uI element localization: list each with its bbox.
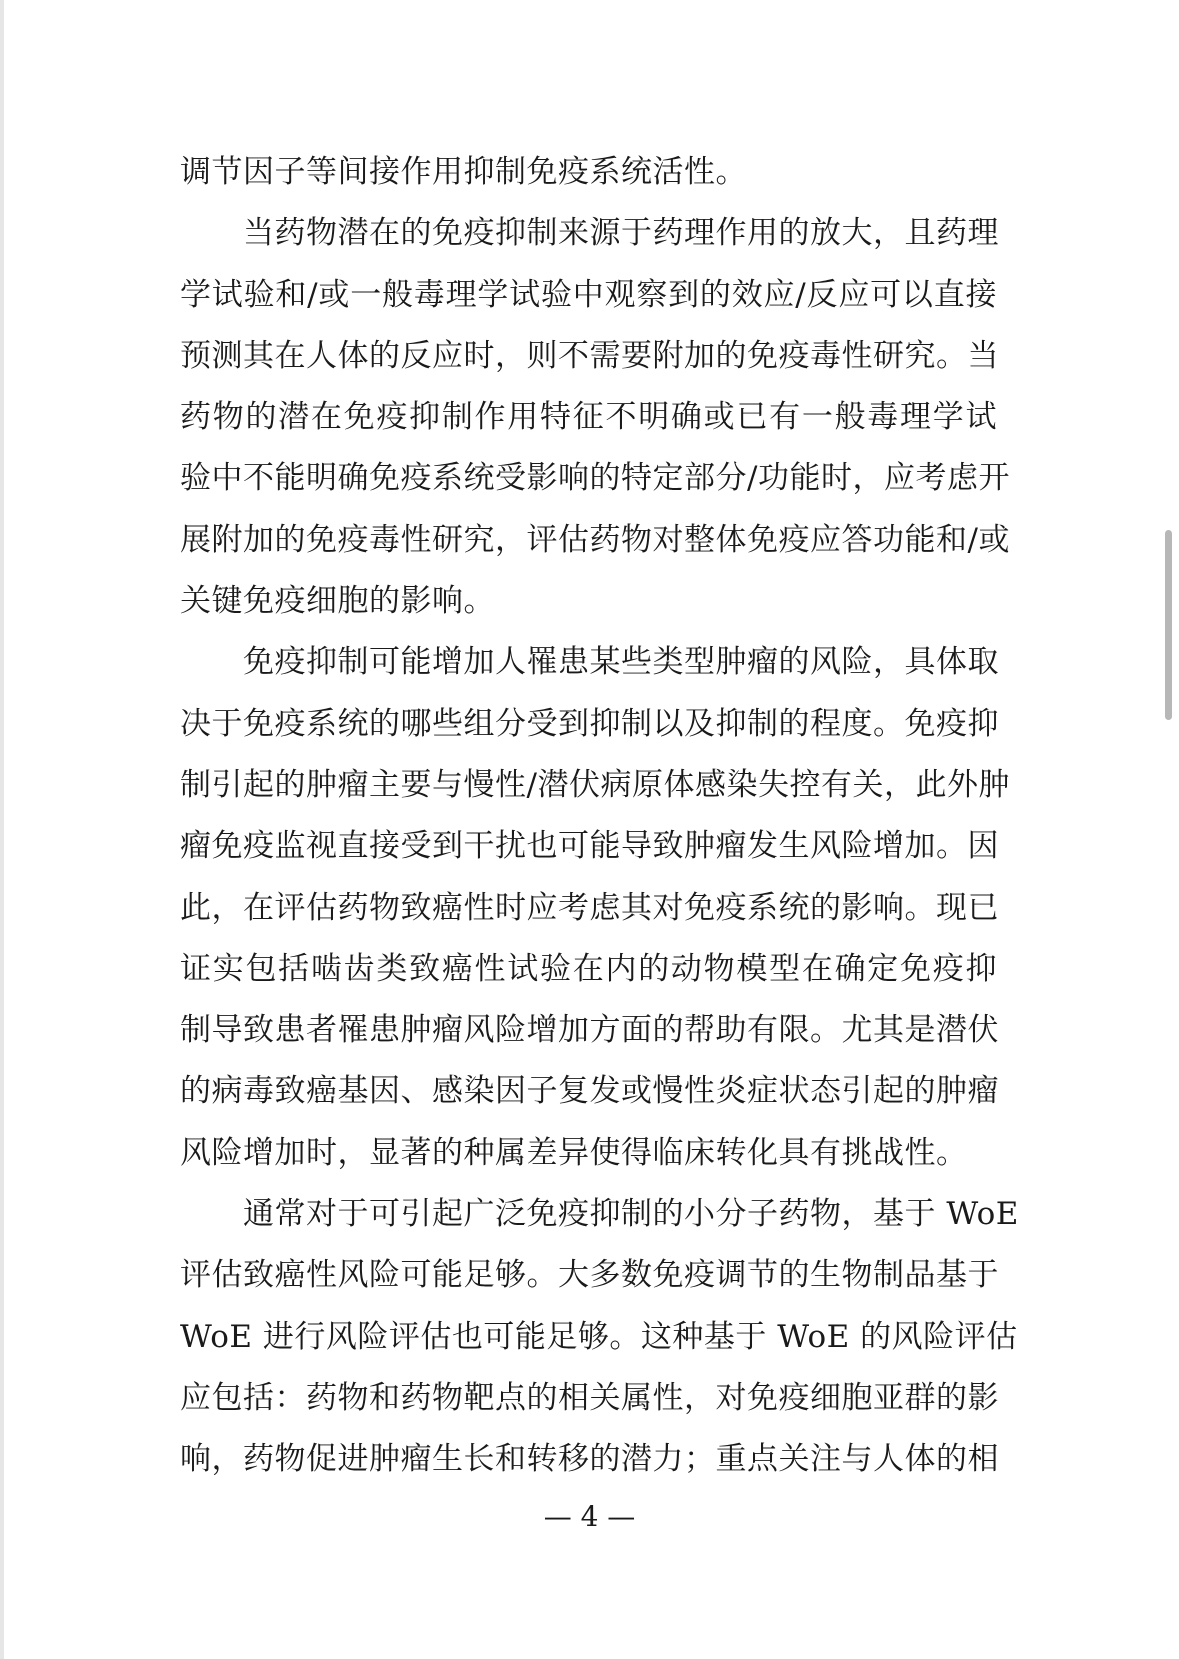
paragraph-start-line: 免疫抑制可能增加人罹患某些类型肿瘤的风险，具体取 bbox=[243, 644, 999, 681]
page-edge bbox=[0, 0, 4, 1659]
text-line: 预测其在人体的反应时，则不需要附加的免疫毒性研究。当 bbox=[180, 337, 999, 374]
text-line: 决于免疫系统的哪些组分受到抑制以及抑制的程度。免疫抑 bbox=[180, 705, 999, 742]
text-line: 证实包括啮齿类致癌性试验在内的动物模型在确定免疫抑 bbox=[180, 950, 997, 987]
text-line: WoE 进行风险评估也可能足够。这种基于 WoE 的风险评估 bbox=[180, 1318, 1018, 1355]
text-line: 学试验和/或一般毒理学试验中观察到的效应/反应可以直接 bbox=[180, 276, 997, 313]
text-line: 验中不能明确免疫系统受影响的特定部分/功能时，应考虑开 bbox=[180, 460, 1010, 497]
scrollbar[interactable] bbox=[1162, 530, 1174, 720]
page-number: — 4 — bbox=[543, 1500, 636, 1533]
text-line: 瘤免疫监视直接受到干扰也可能导致肿瘤发生风险增加。因 bbox=[180, 828, 999, 865]
text-line: 药物的潜在免疫抑制作用特征不明确或已有一般毒理学试 bbox=[180, 399, 997, 436]
text-line: 制引起的肿瘤主要与慢性/潜伏病原体感染失控有关，此外肿 bbox=[180, 766, 1010, 803]
text-line: 风险增加时，显著的种属差异使得临床转化具有挑战性。 bbox=[180, 1134, 968, 1171]
text-line: 制导致患者罹患肿瘤风险增加方面的帮助有限。尤其是潜伏 bbox=[180, 1012, 999, 1049]
paragraph-start-line: 通常对于可引起广泛免疫抑制的小分子药物，基于 WoE bbox=[243, 1196, 1019, 1233]
text-line: 评估致癌性风险可能足够。大多数免疫调节的生物制品基于 bbox=[180, 1257, 999, 1294]
text-line: 的病毒致癌基因、感染因子复发或慢性炎症状态引起的肿瘤 bbox=[180, 1073, 999, 1110]
text-line: 响，药物促进肿瘤生长和转移的潜力；重点关注与人体的相 bbox=[180, 1441, 999, 1478]
text-line: 调节因子等间接作用抑制免疫系统活性。 bbox=[180, 154, 747, 190]
text-line: 关键免疫细胞的影响。 bbox=[180, 583, 495, 620]
text-line: 应包括：药物和药物靶点的相关属性，对免疫细胞亚群的影 bbox=[180, 1379, 999, 1416]
paragraph-start-line: 当药物潜在的免疫抑制来源于药理作用的放大，且药理 bbox=[243, 215, 999, 252]
scrollbar-thumb[interactable] bbox=[1165, 530, 1172, 720]
text-line: 此，在评估药物致癌性时应考虑其对免疫系统的影响。现已 bbox=[180, 889, 999, 926]
text-line: 展附加的免疫毒性研究，评估药物对整体免疫应答功能和/或 bbox=[180, 521, 1010, 558]
document-body bbox=[180, 142, 1019, 1491]
